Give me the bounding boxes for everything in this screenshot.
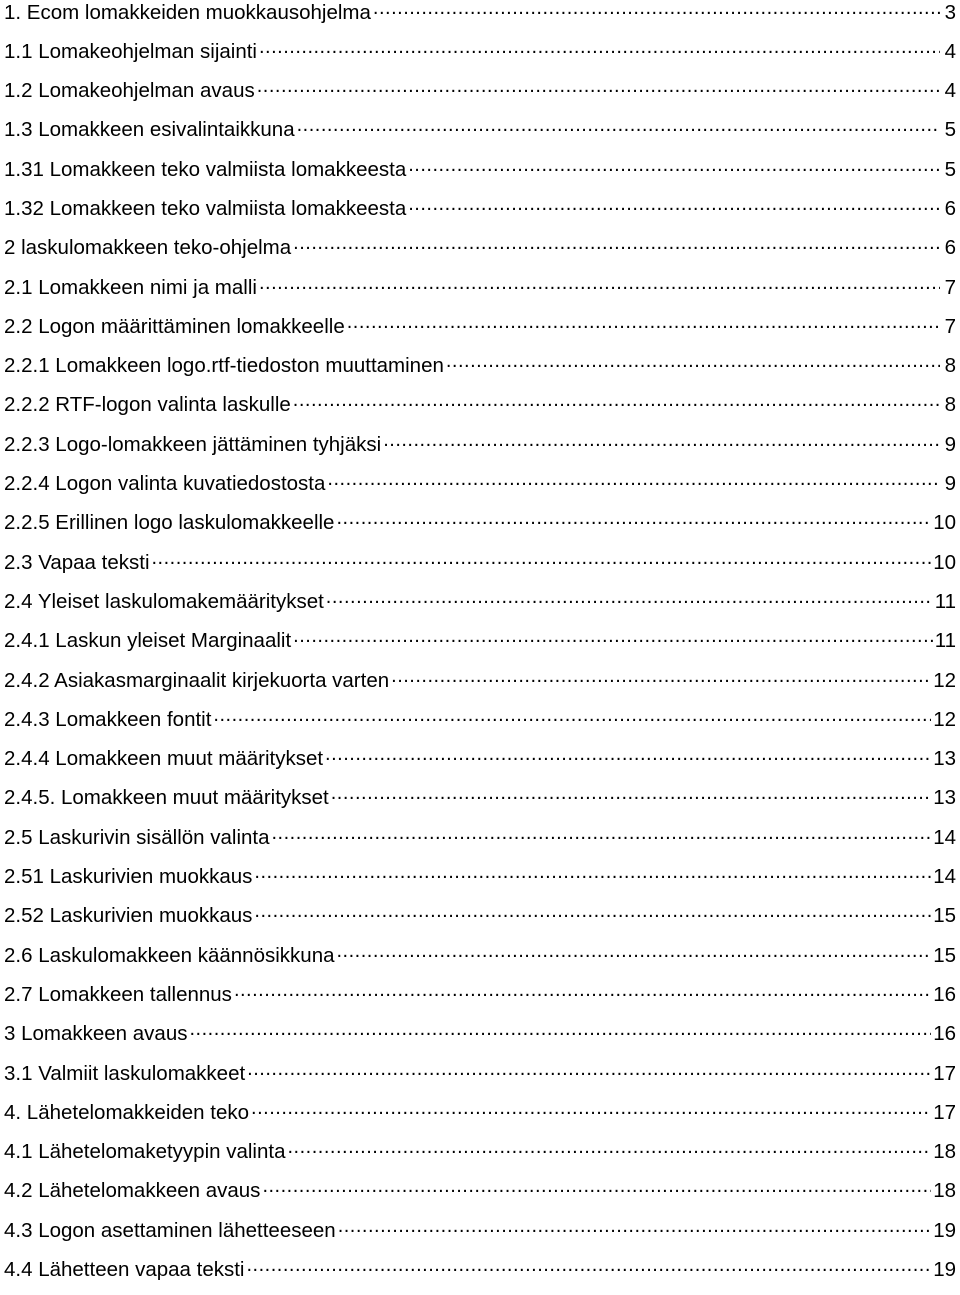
toc-entry-title: 2.2.3 Logo-lomakkeen jättäminen tyhjäksi — [4, 432, 382, 456]
toc-entry-page: 18 — [933, 1140, 956, 1164]
toc-entry-title: 3 Lomakkeen avaus — [4, 1022, 188, 1046]
toc-entry-page: 12 — [933, 668, 956, 692]
toc-entry-page: 14 — [933, 865, 956, 889]
toc-dot-leader — [259, 273, 940, 294]
toc-entry-title: 2.4.5. Lomakkeen muut määritykset — [4, 786, 329, 810]
toc-dot-leader — [293, 391, 940, 412]
toc-dot-leader — [373, 0, 940, 19]
toc-entry-title: 1. Ecom lomakkeiden muokkausohjelma — [4, 0, 371, 24]
toc-entry[interactable] — [4, 823, 960, 862]
toc-entry-title: 2.4.3 Lomakkeen fontit — [4, 707, 212, 731]
toc-entry[interactable] — [4, 548, 960, 587]
toc-entry[interactable] — [4, 745, 960, 784]
toc-entry-page: 19 — [933, 1258, 956, 1281]
toc-entry-page: 10 — [933, 511, 956, 535]
toc-entry-title: 4.2 Lähetelomakkeen avaus — [4, 1179, 261, 1203]
toc-entry-title: 4.1 Lähetelomaketyypin valinta — [4, 1140, 286, 1164]
toc-entry-title: 2.52 Laskurivien muokkaus — [4, 904, 253, 928]
toc-dot-leader — [347, 312, 940, 333]
toc-entry-page: 15 — [933, 904, 956, 928]
toc-dot-leader — [152, 548, 932, 569]
toc-entry-title: 1.2 Lomakeohjelman avaus — [4, 79, 255, 103]
toc-entry-page: 8 — [944, 393, 956, 417]
toc-entry-title: 1.32 Lomakkeen teko valmiista lomakkeesta — [4, 196, 407, 220]
toc-dot-leader — [408, 194, 940, 215]
toc-entry[interactable] — [4, 77, 960, 116]
toc-entry[interactable] — [4, 587, 960, 626]
toc-dot-leader — [408, 155, 940, 176]
toc-entry-title: 2.4.2 Asiakasmarginaalit kirjekuorta varten — [4, 668, 390, 692]
toc-entry-page: 16 — [933, 982, 956, 1006]
toc-dot-leader — [337, 941, 932, 962]
toc-entry-page: 19 — [933, 1218, 956, 1242]
toc-entry[interactable] — [4, 273, 960, 312]
toc-entry-title: 4.3 Logon asettaminen lähetteeseen — [4, 1218, 336, 1242]
toc-entry-page: 7 — [944, 275, 956, 299]
toc-entry-title: 1.31 Lomakkeen teko valmiista lomakkeesta — [4, 157, 407, 181]
toc-entry-title: 2.1 Lomakkeen nimi ja malli — [4, 275, 257, 299]
toc-entry[interactable] — [4, 0, 960, 37]
toc-entry[interactable] — [4, 1098, 960, 1137]
toc-dot-leader — [213, 705, 931, 726]
toc-entry-page: 13 — [933, 747, 956, 771]
toc-dot-leader — [259, 37, 940, 58]
toc-dot-leader — [293, 627, 933, 648]
toc-entry[interactable] — [4, 509, 960, 548]
toc-entry-page: 5 — [944, 118, 956, 142]
toc-entry-page: 4 — [944, 79, 956, 103]
toc-dot-leader — [293, 234, 940, 255]
toc-entry-page: 11 — [934, 589, 956, 613]
toc-entry[interactable] — [4, 1020, 960, 1059]
toc-entry-page: 15 — [933, 943, 956, 967]
toc-dot-leader — [391, 666, 931, 687]
toc-dot-leader — [257, 77, 940, 98]
toc-entry[interactable] — [4, 980, 960, 1019]
toc-entry-title: 2.4 Yleiset laskulomakemääritykset — [4, 589, 324, 613]
toc-entry-title: 2.2.5 Erillinen logo laskulomakkeelle — [4, 511, 335, 535]
toc-entry[interactable] — [4, 1256, 960, 1295]
toc-entry[interactable] — [4, 194, 960, 233]
toc-dot-leader — [254, 902, 931, 923]
toc-entry-title: 4.4 Lähetteen vapaa teksti — [4, 1258, 245, 1281]
toc-dot-leader — [262, 1177, 931, 1198]
toc-entry[interactable] — [4, 234, 960, 273]
toc-entry-page: 17 — [933, 1061, 956, 1085]
toc-entry-page: 10 — [933, 550, 956, 574]
toc-entry[interactable] — [4, 155, 960, 194]
toc-entry[interactable] — [4, 863, 960, 902]
toc-entry[interactable] — [4, 666, 960, 705]
toc-entry[interactable] — [4, 1059, 960, 1098]
toc-dot-leader — [336, 509, 931, 530]
toc-entry[interactable] — [4, 470, 960, 509]
toc-entry-page: 11 — [934, 629, 956, 653]
toc-entry-page: 12 — [933, 707, 956, 731]
toc-entry-title: 2.2.4 Logon valinta kuvatiedostosta — [4, 472, 326, 496]
toc-dot-leader — [247, 1059, 931, 1080]
toc-dot-leader — [326, 587, 933, 608]
toc-entry-page: 9 — [944, 432, 956, 456]
toc-entry-page: 18 — [933, 1179, 956, 1203]
toc-entry[interactable] — [4, 1216, 960, 1255]
toc-dot-leader — [189, 1020, 931, 1041]
toc-entry[interactable] — [4, 37, 960, 76]
toc-entry-page: 6 — [944, 236, 956, 260]
toc-entry-page: 6 — [944, 196, 956, 220]
toc-dot-leader — [331, 784, 931, 805]
toc-entry-title: 2.3 Vapaa teksti — [4, 550, 150, 574]
toc-entry-page: 4 — [944, 39, 956, 63]
toc-dot-leader — [297, 116, 940, 137]
toc-entry[interactable] — [4, 941, 960, 980]
toc-dot-leader — [325, 745, 931, 766]
toc-entry-page: 14 — [933, 825, 956, 849]
toc-entry[interactable] — [4, 1138, 960, 1177]
toc-entry-title: 4. Lähetelomakkeiden teko — [4, 1100, 250, 1124]
toc-entry-title: 2.2.2 RTF-logon valinta laskulle — [4, 393, 291, 417]
toc-entry-title: 2.2.1 Lomakkeen logo.rtf-tiedoston muuttaminen — [4, 354, 444, 378]
toc-entry-page: 9 — [944, 472, 956, 496]
toc-entry[interactable] — [4, 430, 960, 469]
toc-entry-title: 2.5 Laskurivin sisällön valinta — [4, 825, 270, 849]
toc-entry-title: 2.51 Laskurivien muokkaus — [4, 865, 253, 889]
toc-dot-leader — [234, 980, 931, 1001]
toc-entry[interactable] — [4, 352, 960, 391]
toc-entry[interactable] — [4, 784, 960, 823]
table-of-contents — [4, 0, 960, 1295]
toc-entry-page: 8 — [944, 354, 956, 378]
toc-dot-leader — [327, 470, 940, 491]
toc-dot-leader — [272, 823, 932, 844]
toc-dot-leader — [288, 1138, 932, 1159]
toc-dot-leader — [251, 1098, 931, 1119]
toc-entry-title: 2.4.4 Lomakkeen muut määritykset — [4, 747, 324, 771]
toc-dot-leader — [446, 352, 940, 373]
toc-entry-title: 2 laskulomakkeen teko-ohjelma — [4, 236, 292, 260]
toc-entry-page: 7 — [944, 314, 956, 338]
toc-entry-page: 16 — [933, 1022, 956, 1046]
toc-entry[interactable] — [4, 627, 960, 666]
toc-entry-page: 3 — [944, 0, 956, 24]
toc-entry[interactable] — [4, 312, 960, 351]
toc-entry-page: 5 — [944, 157, 956, 181]
toc-entry-title: 2.4.1 Laskun yleiset Marginaalit — [4, 629, 292, 653]
toc-dot-leader — [338, 1216, 932, 1237]
toc-entry-title: 2.6 Laskulomakkeen käännösikkuna — [4, 943, 335, 967]
toc-dot-leader — [247, 1256, 932, 1277]
toc-entry[interactable] — [4, 705, 960, 744]
toc-entry-title: 1.3 Lomakkeen esivalintaikkuna — [4, 118, 295, 142]
toc-dot-leader — [383, 430, 940, 451]
toc-entry[interactable] — [4, 391, 960, 430]
toc-entry-page: 13 — [933, 786, 956, 810]
toc-entry-title: 2.7 Lomakkeen tallennus — [4, 982, 232, 1006]
toc-entry-title: 1.1 Lomakeohjelman sijainti — [4, 39, 257, 63]
toc-entry-page: 17 — [933, 1100, 956, 1124]
toc-entry[interactable] — [4, 902, 960, 941]
toc-entry-title: 2.2 Logon määrittäminen lomakkeelle — [4, 314, 345, 338]
toc-entry[interactable] — [4, 1177, 960, 1216]
toc-entry[interactable] — [4, 116, 960, 155]
toc-dot-leader — [254, 863, 931, 884]
toc-entry-title: 3.1 Valmiit laskulomakkeet — [4, 1061, 246, 1085]
